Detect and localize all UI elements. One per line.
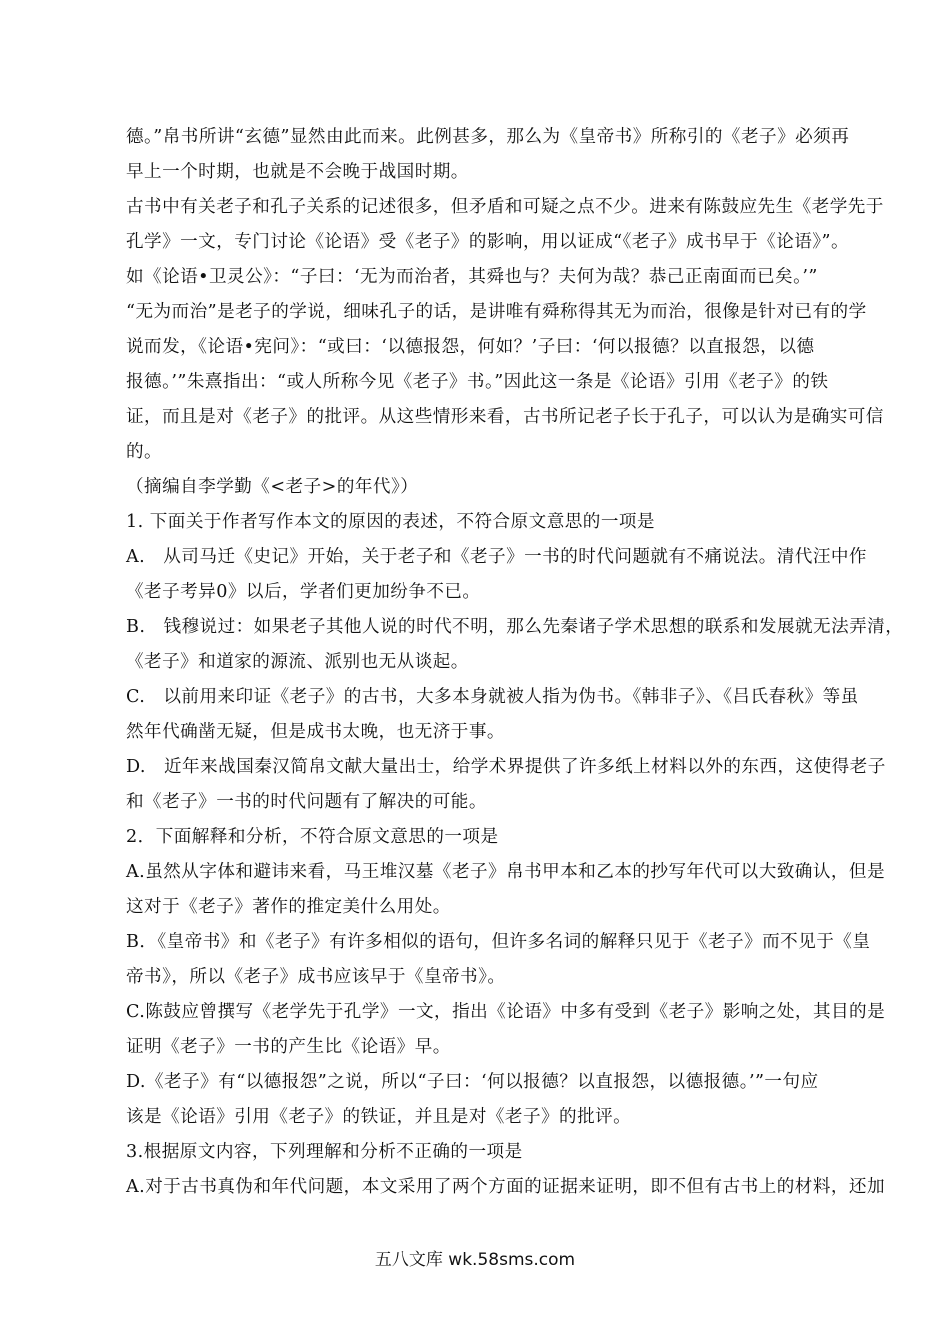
option-1c: C. 以前用来印证《老子》的古书，大多本身就被人指为伪书。《韩非子》、《吕氏春秋》等虽 (126, 687, 859, 707)
text-line: 报德。’”朱熹指出：“或人所称今见《老子》书。”因此这一条是《论语》引用《老子》的铁 (126, 372, 829, 392)
text-line: 然年代确凿无疑，但是成书太晚，也无济于事。 (126, 722, 505, 742)
footer-watermark: 五八文库 wk.58sms.com (374, 1250, 576, 1270)
text-line: 《老子考异0》以后，学者们更加纷争不已。 (126, 582, 481, 602)
text-line: 证，而且是对《老子》的批评。从这些情形来看，古书所记老子长于孔子，可以认为是确实可信 (126, 407, 884, 427)
text-line: 和《老子》一书的时代问题有了解决的可能。 (126, 792, 487, 812)
text-line: 帝书》，所以《老子》成书应该早于《皇帝书》。 (126, 967, 506, 987)
option-2c: C.陈鼓应曾撰写《老学先于孔学》一文，指出《论语》中多有受到《老子》影响之处，其目的是 (126, 1002, 886, 1022)
option-2d: D.《老子》有“以德报怨”之说，所以“子曰：‘何以报德？以直报怨，以德报德。’”一句应 (126, 1072, 819, 1092)
text-line: 说而发，《论语•宪问》：“或曰：‘以德报怨，何如？’子曰：‘何以报德？以直报怨，以德 (126, 337, 815, 357)
option-2b: B．《皇帝书》和《老子》有许多相似的语句，但许多名词的解释只见于《老子》而不见于《皇 (126, 932, 871, 952)
source-citation: （摘编自李学勤《<老子>的年代》） (126, 477, 419, 497)
question-3: 3.根据原文内容，下列理解和分析不正确的一项是 (126, 1142, 523, 1162)
text-line: 早上一个时期，也就是不会晚于战国时期。 (126, 162, 469, 182)
option-1b: B. 钱穆说过：如果老子其他人说的时代不明，那么先秦诸子学术思想的联系和发展就无法弄清， (126, 617, 904, 637)
text-line: 孔学》一文，专门讨论《论语》受《老子》的影响，用以证成“《老子》成书早于《论语》”。 (126, 232, 850, 252)
text-line: 如《论语•卫灵公》：“子曰：‘无为而治者，其舜也与？夫何为哉？恭己正南面而已矣。’” (126, 267, 818, 287)
option-1a: A. 从司马迁《史记》开始，关于老子和《老子》一书的时代问题就有不痛说法。清代汪中作 (126, 547, 867, 567)
text-line: 该是《论语》引用《老子》的铁证，并且是对《老子》的批评。 (126, 1107, 632, 1127)
text-line: 古书中有关老子和孔子关系的记述很多，但矛盾和可疑之点不少。进来有陈鼓应先生《老学先于 (126, 197, 884, 217)
option-1d: D. 近年来战国秦汉简帛文献大量出士，给学术界提供了许多纸上材料以外的东西，这使得老子 (126, 757, 886, 777)
option-2a: A.虽然从字体和避讳来看，马王堆汉墓《老子》帛书甲本和乙本的抄写年代可以大致确认，但是 (126, 862, 885, 882)
option-3a: A.对于古书真伪和年代问题，本文采用了两个方面的证据来证明，即不但有古书上的材料，还加 (126, 1177, 885, 1197)
text-line: 证明《老子》一书的产生比《论语》早。 (126, 1037, 451, 1057)
text-line: 德。”帛书所讲“玄德”显然由此而来。此例甚多，那么为《皇帝书》所称引的《老子》必须再 (126, 127, 850, 147)
text-line: 《老子》和道家的源流、派别也无从谈起。 (126, 652, 469, 672)
text-line: “无为而治”是老子的学说，细味孔子的话，是讲唯有舜称得其无为而治，很像是针对已有的学 (126, 302, 867, 322)
text-line: 的。 (126, 442, 163, 462)
text-line: 这对于《老子》著作的推定美什么用处。 (126, 897, 451, 917)
question-1: 1. 下面关于作者写作本文的原因的表述，不符合原文意思的一项是 (126, 512, 655, 532)
document-body (126, 120, 904, 1205)
question-2: 2．下面解释和分析，不符合原文意思的一项是 (126, 827, 499, 847)
